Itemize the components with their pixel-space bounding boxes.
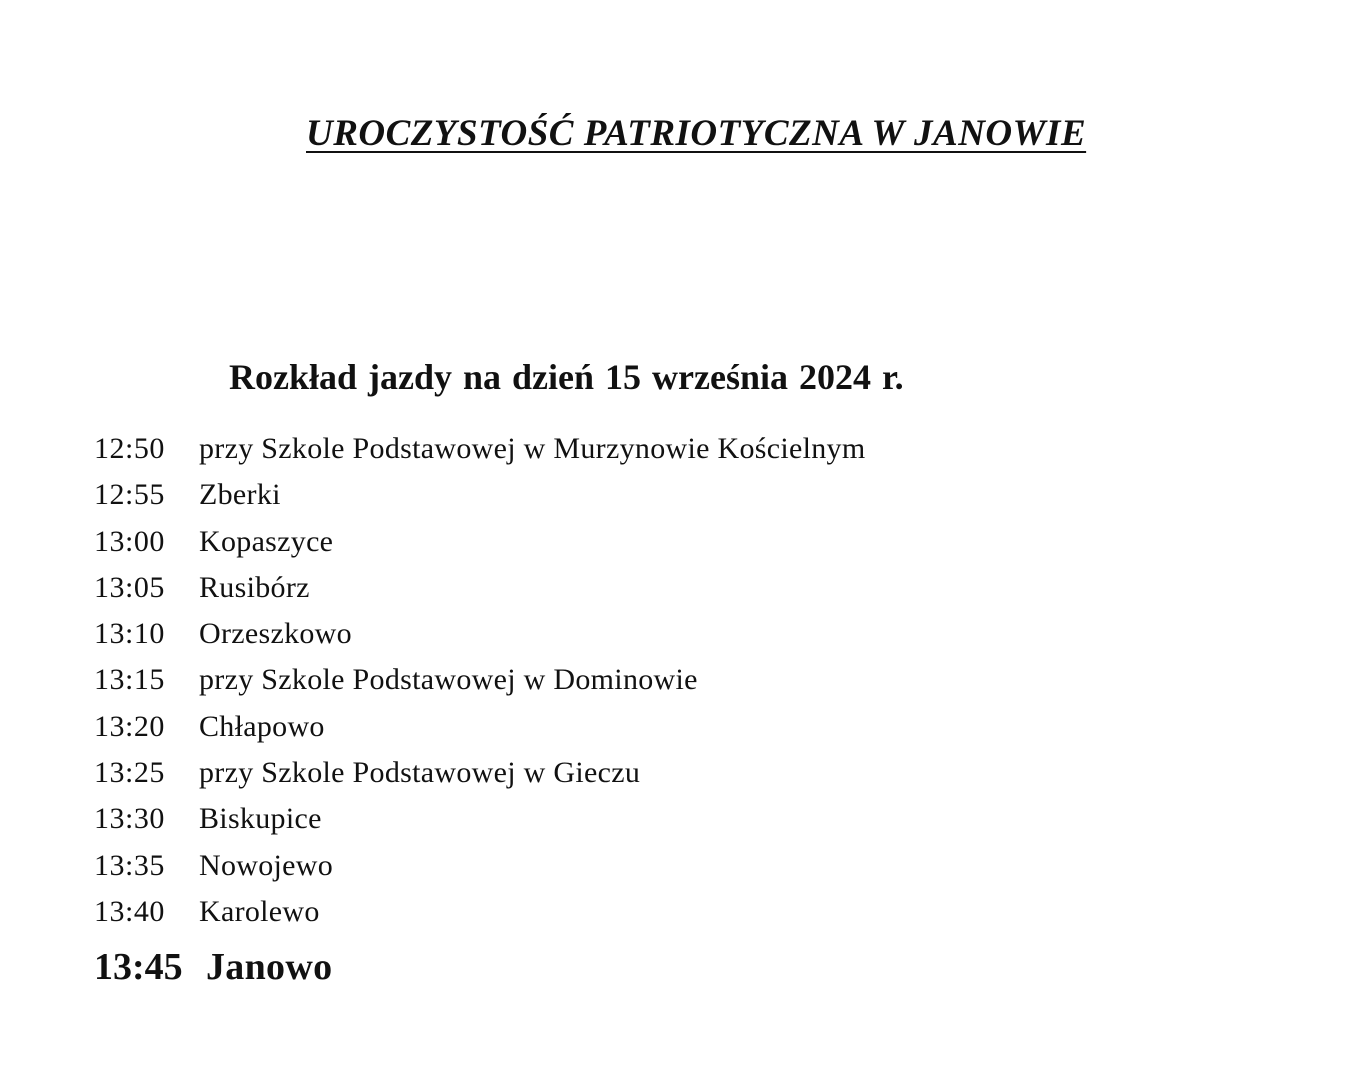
stop-place: Zberki <box>199 478 281 512</box>
stop-time: 12:50 <box>94 432 165 465</box>
stop-time: 13:15 <box>94 663 165 697</box>
stop-place: Rusibórz <box>199 570 310 604</box>
stop-place: Karolewo <box>199 894 320 928</box>
schedule-row <box>94 895 865 941</box>
destination-place: Janowo <box>206 946 333 989</box>
stop-time: 13:40 <box>94 894 165 928</box>
stop-place: Kopaszyce <box>199 524 334 558</box>
stop-time: 13:25 <box>94 756 165 790</box>
schedule-row <box>94 432 865 478</box>
destination-time: 13:45 <box>94 946 183 989</box>
schedule-row <box>94 478 865 524</box>
schedule-row <box>94 802 865 848</box>
stop-time: 13:20 <box>94 709 165 743</box>
stop-place: Orzeszkowo <box>199 617 352 651</box>
stop-place: przy Szkole Podstawowej w Gieczu <box>199 756 641 790</box>
stop-time: 13:35 <box>94 848 165 882</box>
schedule-row <box>94 525 865 571</box>
stop-time: 13:00 <box>94 524 165 558</box>
schedule-row <box>94 617 865 663</box>
stop-place: przy Szkole Podstawowej w Murzynowie Kościelnym <box>199 432 866 465</box>
schedule-row <box>94 849 865 895</box>
schedule-row <box>94 663 865 709</box>
stop-place: Nowojewo <box>199 848 334 882</box>
stop-time: 13:05 <box>94 570 165 604</box>
stop-place: przy Szkole Podstawowej w Dominowie <box>199 663 698 697</box>
schedule-heading: Rozkład jazdy na dzień 15 września 2024 r. <box>229 357 904 397</box>
schedule-row-destination <box>94 945 865 991</box>
stop-time: 13:10 <box>94 617 165 651</box>
schedule-row <box>94 756 865 802</box>
stop-place: Chłapowo <box>199 709 325 743</box>
schedule-row <box>94 710 865 756</box>
stop-time: 13:30 <box>94 802 165 836</box>
schedule-list <box>94 432 865 992</box>
document-title: UROCZYSTOŚĆ PATRIOTYCZNA W JANOWIE <box>306 113 1087 154</box>
schedule-row <box>94 571 865 617</box>
stop-place: Biskupice <box>199 802 322 836</box>
stop-time: 12:55 <box>94 478 165 512</box>
